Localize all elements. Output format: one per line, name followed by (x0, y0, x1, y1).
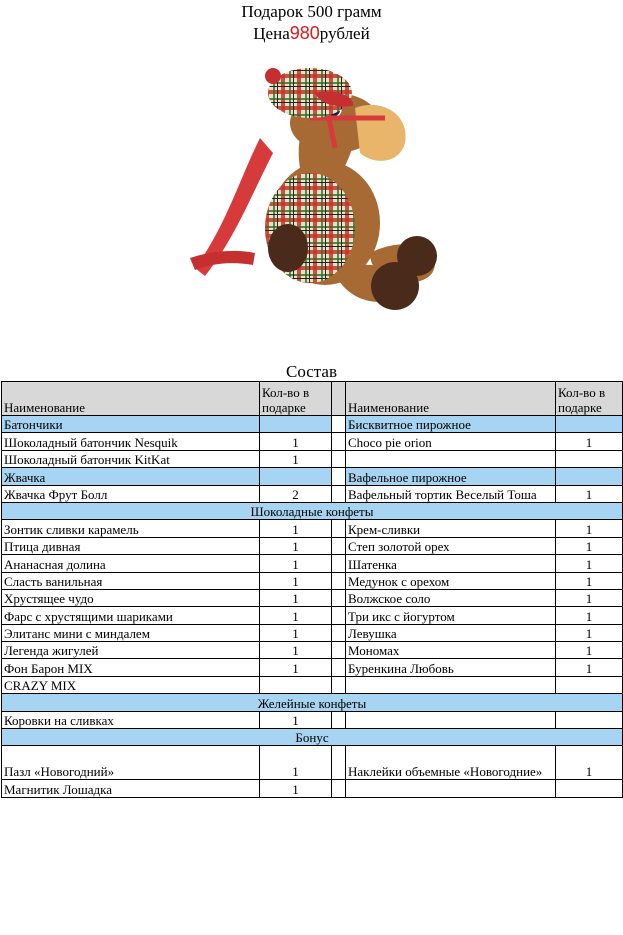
spacer-cell (332, 589, 346, 606)
qty-cell (556, 416, 623, 433)
item-name: Сласть ванильная (2, 572, 260, 589)
category-biscuit: Бисквитное пирожное (346, 416, 556, 433)
item-name: Волжское соло (346, 589, 556, 606)
spacer-cell (332, 485, 346, 502)
spacer-cell (332, 607, 346, 624)
spacer-cell (332, 711, 346, 728)
category-bars: Батончики (2, 416, 260, 433)
plush-camel-backpack-image (185, 58, 445, 320)
table-row (2, 450, 623, 467)
table-row (2, 711, 623, 728)
item-qty: 1 (260, 711, 332, 728)
spacer-cell (332, 520, 346, 537)
spacer-cell (332, 555, 346, 572)
empty-cell (556, 450, 623, 467)
qty-cell (260, 416, 332, 433)
table-row (2, 659, 623, 676)
composition-table (1, 381, 623, 798)
item-name: Легенда жигулей (2, 642, 260, 659)
price-prefix: Цена (253, 24, 290, 43)
table-row (2, 468, 623, 485)
item-name: Буренкина Любовь (346, 659, 556, 676)
composition-title: Состав (285, 362, 338, 381)
item-qty: 1 (260, 433, 332, 450)
item-name: Шоколадный батончик KitKat (2, 450, 260, 467)
item-qty: 1 (556, 642, 623, 659)
table-row (2, 555, 623, 572)
spacer-cell (332, 676, 346, 693)
table-row (2, 780, 623, 797)
item-qty: 1 (556, 572, 623, 589)
item-qty: 1 (556, 746, 623, 780)
table-row (2, 520, 623, 537)
spacer-cell (332, 746, 346, 780)
item-qty: 1 (556, 433, 623, 450)
item-qty: 1 (556, 624, 623, 641)
spacer-cell (332, 780, 346, 797)
spacer-cell (332, 416, 346, 433)
item-name: Мономах (346, 642, 556, 659)
gift-title: Подарок 500 грамм (241, 2, 382, 21)
item-name: Шатенка (346, 555, 556, 572)
item-qty: 1 (260, 555, 332, 572)
item-qty: 1 (260, 520, 332, 537)
item-name: Три икс с йогуртом (346, 607, 556, 624)
spacer-cell (332, 537, 346, 554)
category-bonus: Бонус (2, 729, 623, 746)
category-jelly: Желейные конфеты (2, 694, 623, 711)
price-line (0, 23, 623, 44)
col-name-header-right: Наименование (346, 382, 556, 416)
item-name: Ананасная долина (2, 555, 260, 572)
item-name: Левушка (346, 624, 556, 641)
item-qty: 1 (260, 659, 332, 676)
table-row (2, 624, 623, 641)
item-qty: 1 (260, 537, 332, 554)
item-name: Хрустящее чудо (2, 589, 260, 606)
empty-cell (556, 780, 623, 797)
item-name: Choco pie orion (346, 433, 556, 450)
qty-cell (556, 468, 623, 485)
spacer-cell (332, 433, 346, 450)
price-value: 980 (289, 23, 320, 43)
item-qty: 1 (556, 485, 623, 502)
spacer-cell (332, 572, 346, 589)
item-qty: 1 (260, 572, 332, 589)
category-wafer: Вафельное пирожное (346, 468, 556, 485)
item-name: Птица дивная (2, 537, 260, 554)
table-row (2, 485, 623, 502)
item-name: Степ золотой орех (346, 537, 556, 554)
item-qty: 1 (556, 537, 623, 554)
table-row (2, 729, 623, 746)
item-qty: 1 (260, 589, 332, 606)
empty-cell (556, 711, 623, 728)
table-row (2, 572, 623, 589)
table-row (2, 537, 623, 554)
item-name: Крем-сливки (346, 520, 556, 537)
price-suffix: рублей (319, 24, 370, 43)
item-name: Медунок с орехом (346, 572, 556, 589)
spacer-cell (332, 450, 346, 467)
item-qty (260, 676, 332, 693)
col-name-header: Наименование (2, 382, 260, 416)
item-qty: 1 (556, 555, 623, 572)
table-row (2, 694, 623, 711)
item-name (346, 676, 556, 693)
item-name: Фон Барон MIX (2, 659, 260, 676)
spacer-cell (332, 642, 346, 659)
table-row (2, 642, 623, 659)
item-qty: 1 (260, 624, 332, 641)
item-qty: 1 (260, 607, 332, 624)
item-qty: 1 (260, 642, 332, 659)
table-row (2, 676, 623, 693)
table-row (2, 589, 623, 606)
category-chocolate: Шоколадные конфеты (2, 502, 623, 519)
item-name: Шоколадный батончик Nesquik (2, 433, 260, 450)
qty-cell (260, 468, 332, 485)
table-row (2, 502, 623, 519)
empty-cell (346, 711, 556, 728)
item-name: Жвачка Фрут Болл (2, 485, 260, 502)
item-name: Вафельный тортик Веселый Тоша (346, 485, 556, 502)
item-name: Наклейки объемные «Новогодние» (346, 746, 556, 780)
empty-cell (346, 450, 556, 467)
col-qty-header-right: Кол-во в подарке (556, 382, 623, 416)
item-name: Магнитик Лошадка (2, 780, 260, 797)
item-name: Пазл «Новогодний» (2, 746, 260, 780)
item-qty: 1 (556, 607, 623, 624)
item-qty: 1 (556, 520, 623, 537)
table-row (2, 607, 623, 624)
item-qty: 1 (260, 780, 332, 797)
col-qty-header: Кол-во в подарке (260, 382, 332, 416)
item-qty: 2 (260, 485, 332, 502)
spacer-cell (332, 468, 346, 485)
spacer-cell (332, 624, 346, 641)
table-row (2, 433, 623, 450)
table-row (2, 416, 623, 433)
item-qty: 1 (556, 659, 623, 676)
table-header-row (2, 382, 623, 416)
item-name: Коровки на сливках (2, 711, 260, 728)
table-row (2, 746, 623, 780)
item-name: Фарс с хрустящими шариками (2, 607, 260, 624)
item-qty: 1 (556, 589, 623, 606)
empty-cell (346, 780, 556, 797)
item-name: Зонтик сливки карамель (2, 520, 260, 537)
spacer-cell (332, 382, 346, 416)
item-qty (556, 676, 623, 693)
item-qty: 1 (260, 746, 332, 780)
item-name: Элитанс мини с миндалем (2, 624, 260, 641)
item-qty: 1 (260, 450, 332, 467)
item-name: CRAZY MIX (2, 676, 260, 693)
spacer-cell (332, 659, 346, 676)
category-gum: Жвачка (2, 468, 260, 485)
